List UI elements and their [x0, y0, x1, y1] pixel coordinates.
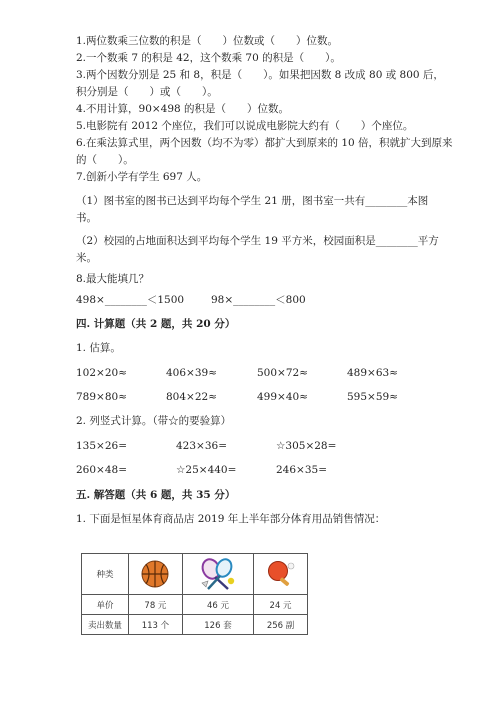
question-7-part-1-line-2: 书。	[76, 212, 97, 224]
row-label: 种类	[82, 554, 129, 595]
question-4: 4.不用计算，90×498 的积是（ ）位数。	[76, 103, 290, 115]
vertical-calc-item: 246×35=	[276, 464, 327, 476]
question-7-part-2-line-1: （2）校园的占地面积达到平均每个学生 19 平方米，校园面积是________平方	[76, 235, 439, 247]
sales-table	[81, 553, 308, 635]
question-7-part-1-line-1: （1）图书室的图书已达到平均每个学生 21 册，图书室一共有________本图	[76, 195, 429, 207]
sold-count-cell: 113 个	[129, 615, 183, 635]
vertical-calc-item: 423×36=	[176, 440, 227, 452]
estimate-item: 595×59≈	[347, 391, 398, 403]
question-5: 5.电影院有 2012 个座位，我们可以说成电影院大约有（ ）个座位。	[76, 120, 414, 132]
ping-pong-paddle-icon	[266, 560, 296, 588]
estimate-item: 102×20≈	[76, 367, 127, 379]
estimate-item: 500×72≈	[257, 367, 308, 379]
item-image-cell	[182, 554, 253, 595]
vertical-calc-item: 135×26=	[76, 440, 127, 452]
vertical-calc-item: ☆25×440=	[176, 464, 237, 476]
estimate-item: 499×40≈	[257, 391, 308, 403]
estimate-item: 789×80≈	[76, 391, 127, 403]
item-image-cell	[129, 554, 183, 595]
section-5-heading: 五. 解答题（共 6 题，共 35 分）	[76, 489, 236, 501]
sold-count-cell: 256 副	[254, 615, 308, 635]
vertical-calc-item: ☆305×28=	[276, 440, 337, 452]
racket-set-icon	[198, 557, 238, 591]
estimate-item: 489×63≈	[347, 367, 398, 379]
basketball-icon	[140, 559, 170, 589]
row-label: 卖出数量	[82, 615, 129, 635]
question-8-b: 98×________＜800	[211, 294, 306, 306]
question-6-line-2: 的（ ）。	[76, 154, 134, 166]
question-7: 7.创新小学有学生 697 人。	[76, 171, 208, 183]
question-2: 2.一个数乘 7 的积是 42，这个数乘 70 的积是（ ）。	[76, 52, 341, 64]
question-8: 8.最大能填几？	[76, 273, 150, 285]
table-row	[82, 615, 308, 635]
price-cell: 78 元	[129, 595, 183, 615]
item-image-cell	[254, 554, 308, 595]
table-row	[82, 554, 308, 595]
price-cell: 46 元	[182, 595, 253, 615]
question-1: 1.两位数乘三位数的积是（ ）位数或（ ）位数。	[76, 35, 339, 47]
sold-count-cell: 126 套	[182, 615, 253, 635]
question-8-a: 498×________＜1500	[76, 294, 185, 306]
price-cell: 24 元	[254, 595, 308, 615]
section-5-question-1: 1. 下面是恒星体育商品店 2019 年上半年部分体育用品销售情况：	[76, 513, 386, 525]
vertical-calc-item: 260×48=	[76, 464, 127, 476]
estimate-item: 804×22≈	[166, 391, 217, 403]
question-3-line-2: 积分别是（ ）或（ ）。	[76, 86, 218, 98]
table-row	[82, 595, 308, 615]
section-4-subheading-1: 1. 估算。	[76, 342, 121, 354]
section-4-subheading-2: 2. 列竖式计算。（带☆的要验算）	[76, 415, 232, 427]
section-4-heading: 四. 计算题（共 2 题，共 20 分）	[76, 318, 236, 330]
question-7-part-2-line-2: 米。	[76, 252, 97, 264]
question-3-line-1: 3.两个因数分别是 25 和 8，积是（ ）。如果把因数 8 改成 80 或 800 后，	[76, 69, 444, 81]
estimate-item: 406×39≈	[166, 367, 217, 379]
question-6-line-1: 6.在乘法算式里，两个因数（均不为零）都扩大到原来的 10 倍，积就扩大到原来	[76, 137, 453, 149]
row-label: 单价	[82, 595, 129, 615]
